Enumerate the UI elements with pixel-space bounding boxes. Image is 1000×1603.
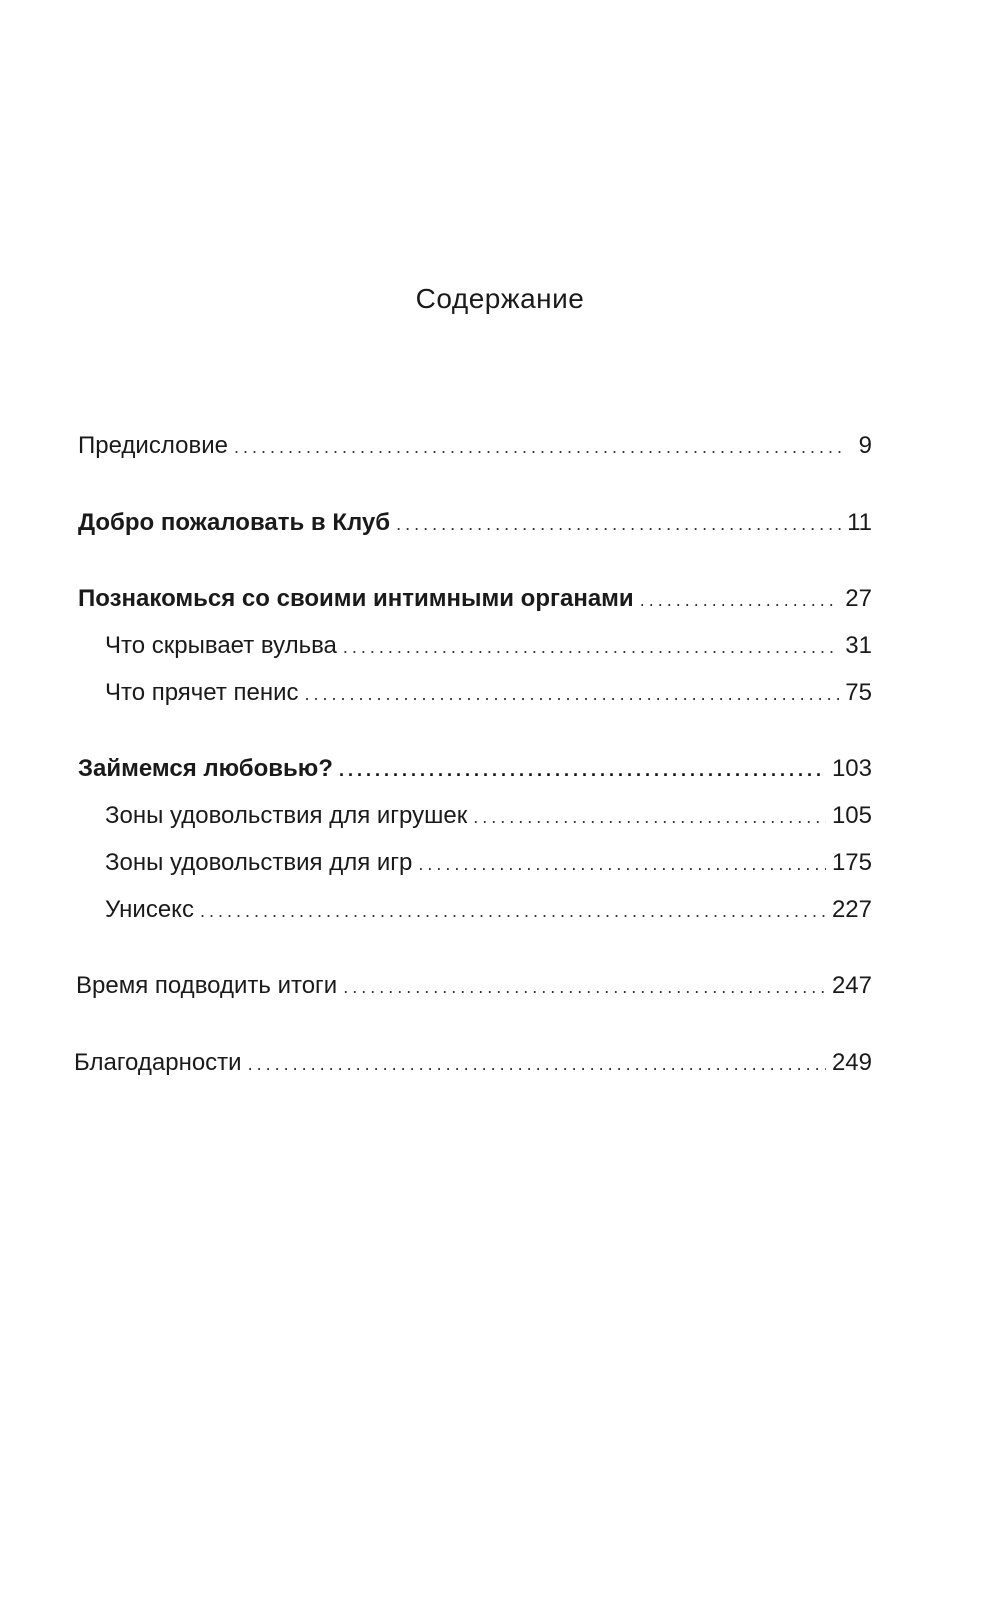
toc-entry-penis xyxy=(105,678,872,709)
toc-entry-label: Зоны удовольствия для игрушек xyxy=(105,802,468,829)
toc-entry-summary xyxy=(76,971,872,1002)
dot-leader xyxy=(396,509,841,539)
toc-entry-page: 175 xyxy=(831,849,872,876)
toc-entry-welcome xyxy=(78,508,872,539)
dot-leader xyxy=(248,1049,826,1079)
toc-entry-page: 103 xyxy=(831,755,872,782)
dot-leader xyxy=(418,849,826,879)
toc-entry-vulva xyxy=(105,631,872,662)
toc-entry-page: 27 xyxy=(845,585,872,612)
toc-entry-label: Что скрывает вульва xyxy=(105,632,337,659)
toc-entry-label: Займемся любовью? xyxy=(78,755,333,782)
toc-entry-love xyxy=(78,754,872,785)
toc-entry-unisex xyxy=(105,895,872,926)
toc-entry-preface xyxy=(78,431,872,462)
dot-leader xyxy=(343,972,826,1002)
toc-entry-page: 9 xyxy=(858,432,872,459)
toc-entry-page: 75 xyxy=(845,679,872,706)
toc-entry-label: Унисекс xyxy=(105,896,194,923)
toc-entry-label: Благодарности xyxy=(74,1049,242,1076)
toc-entry-page: 227 xyxy=(831,896,872,923)
dot-leader xyxy=(305,679,840,709)
toc-entry-label: Что прячет пенис xyxy=(105,679,299,706)
dot-leader xyxy=(473,802,826,832)
dot-leader xyxy=(343,632,839,662)
toc-entry-organs xyxy=(78,584,872,615)
dot-leader xyxy=(339,755,826,785)
dot-leader xyxy=(200,896,826,926)
toc-entry-label: Предисловие xyxy=(78,432,228,459)
toc-entry-page: 105 xyxy=(831,802,872,829)
toc-entry-label: Познакомься со своими интимными органами xyxy=(78,585,634,612)
dot-leader xyxy=(234,432,842,462)
toc-entry-label: Добро пожаловать в Клуб xyxy=(78,509,391,536)
toc-entry-page: 247 xyxy=(831,972,872,999)
toc-entry-page: 11 xyxy=(847,509,872,536)
toc-entry-acknowledgments xyxy=(74,1048,872,1079)
toc-entry-page: 31 xyxy=(845,632,872,659)
toc-entry-label: Зоны удовольствия для игр xyxy=(105,849,413,876)
dot-leader xyxy=(640,585,840,615)
toc-entry-label: Время подводить итоги xyxy=(76,972,338,999)
toc-entry-toy-zones xyxy=(105,801,872,832)
toc-entry-game-zones xyxy=(105,848,872,879)
toc-entry-page: 249 xyxy=(831,1049,872,1076)
page-title: Содержание xyxy=(415,283,585,314)
